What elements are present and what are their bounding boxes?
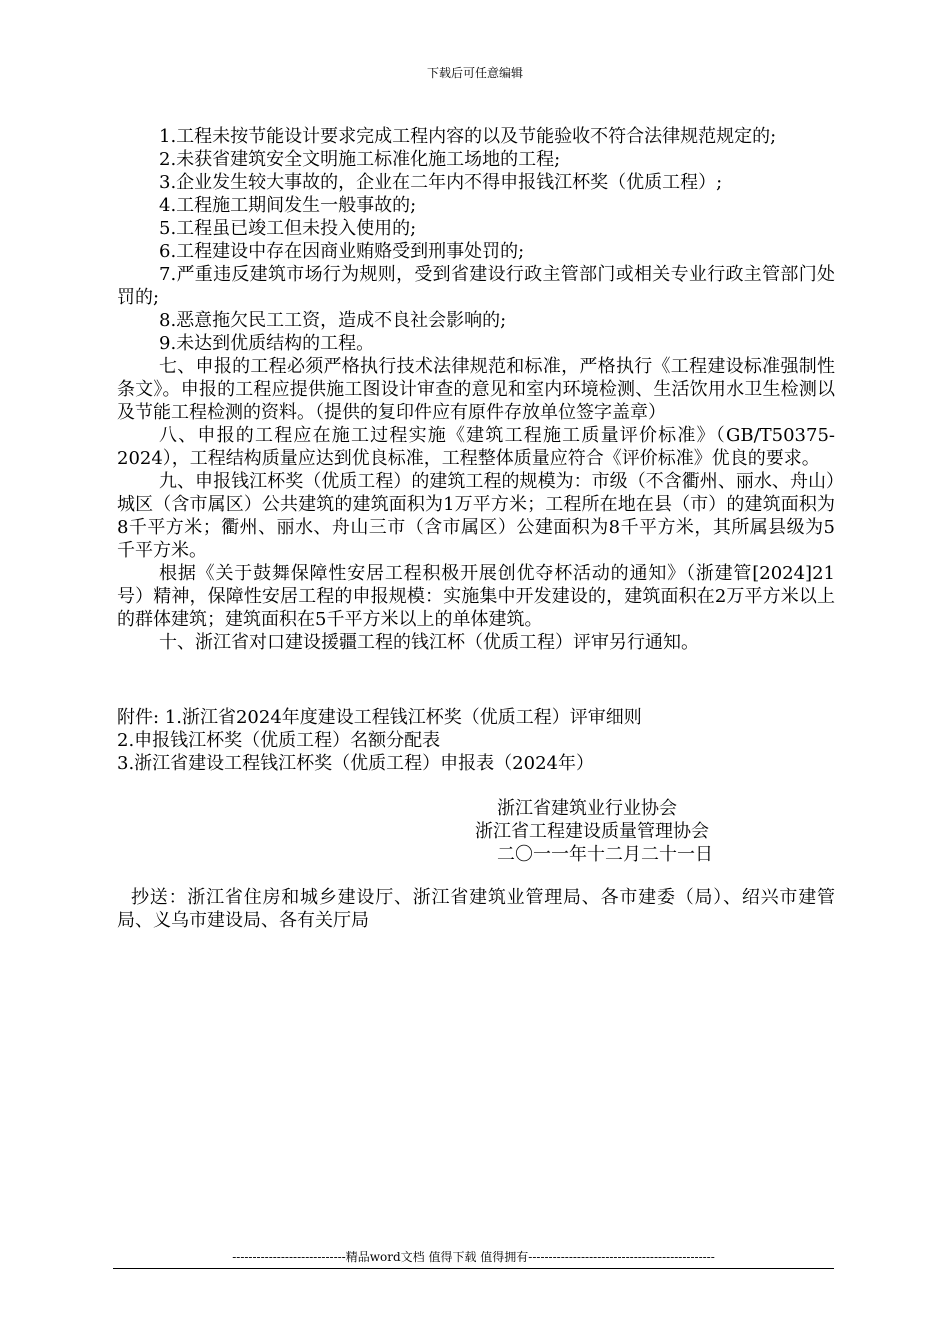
- paragraph: 7.严重违反建筑市场行为规则，受到省建设行政主管部门或相关专业行政主管部门处罚的;: [117, 264, 835, 308]
- paragraph: 十、浙江省对口建设援疆工程的钱江杯（优质工程）评审另行通知。: [159, 632, 699, 653]
- footer-text: ----------------------------精品word文档 值得下载 值得拥有----------------------------------------------: [232, 1250, 715, 1264]
- signature-org: 浙江省工程建设质量管理协会: [475, 821, 709, 842]
- attachments: [117, 706, 835, 775]
- header-note: 下载后可任意编辑: [426, 66, 523, 80]
- paragraph: 9.未达到优质结构的工程。: [159, 333, 375, 354]
- cc-list: 抄送：浙江省住房和城乡建设厅、浙江省建筑业管理局、各市建委（局）、绍兴市建管局、义乌市建设局、各有关厅局: [117, 887, 835, 931]
- attachment-line: 附件: 1.浙江省2024年度建设工程钱江杯奖（优质工程）评审细则: [117, 707, 642, 728]
- paragraph: 八、申报的工程应在施工过程实施《建筑工程施工质量评价标准》（GB/T50375-2024），工程结构质量应达到优良标准，工程整体质量应符合《评价标准》优良的要求。: [117, 425, 835, 469]
- paragraph: 5.工程虽已竣工但未投入使用的;: [159, 218, 417, 239]
- paragraph: 根据《关于鼓舞保障性安居工程积极开展创优夺杯活动的通知》（浙建管[2024]21号）精神，保障性安居工程的申报规模：实施集中开发建设的，建筑面积在2万平方米以上的群体建筑；建筑面积在5千平方米以上的单体建筑。: [117, 563, 835, 630]
- attachment-line: 3.浙江省建设工程钱江杯奖（优质工程）申报表（2024年）: [117, 753, 594, 774]
- paragraph: 4.工程施工期间发生一般事故的;: [159, 195, 417, 216]
- paragraph: 6.工程建设中存在因商业贿赂受到刑事处罚的;: [159, 241, 525, 262]
- signature-block: [117, 797, 835, 866]
- paragraph: 2.未获省建筑安全文明施工标准化施工场地的工程;: [159, 149, 561, 170]
- document-body: [117, 125, 835, 932]
- paragraph: 1.工程未按节能设计要求完成工程内容的以及节能验收不符合法律规范规定的;: [159, 126, 777, 147]
- paragraph: 九、申报钱江杯奖（优质工程）的建筑工程的规模为：市级（不含衢州、丽水、舟山）城区（含市属区）公共建筑的建筑面积为1万平方米；工程所在地在县（市）的建筑面积为8千平方米；衢州、丽水、舟山三市（含市属区）公建面积为8千平方米，其所属县级为5千平方米。: [117, 471, 835, 561]
- signature-date: 二〇一一年十二月二十一日: [497, 844, 713, 865]
- paragraph: 3.企业发生较大事故的，企业在二年内不得申报钱江杯奖（优质工程）;: [159, 172, 723, 193]
- attachment-line: 2.申报钱江杯奖（优质工程）名额分配表: [117, 730, 441, 751]
- paragraph: 8.恶意拖欠民工工资，造成不良社会影响的;: [159, 310, 507, 331]
- footer-divider: [113, 1268, 834, 1269]
- signature-org: 浙江省建筑业行业协会: [497, 798, 677, 819]
- paragraph: 七、申报的工程必须严格执行技术法律规范和标准，严格执行《工程建设标准强制性条文》。申报的工程应提供施工图设计审查的意见和室内环境检测、生活饮用水卫生检测以及节能工程检测的资料。（提供的复印件应有原件存放单位签字盖章）: [117, 356, 835, 423]
